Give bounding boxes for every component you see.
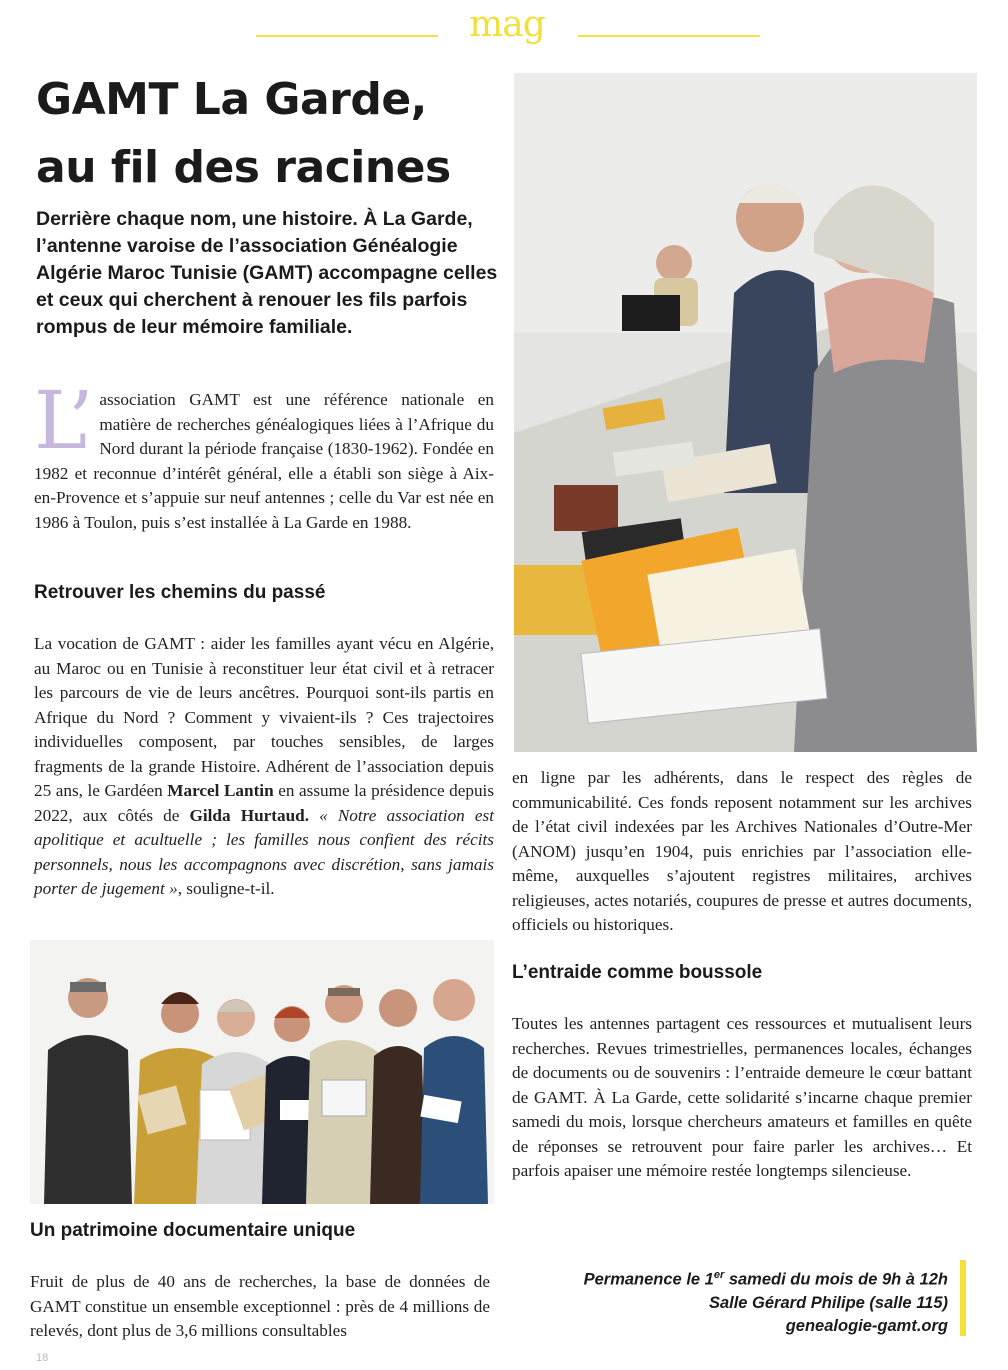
info-box	[520, 1264, 948, 1338]
archive-photo-illustration	[514, 73, 977, 752]
president-name: Marcel Lantin	[167, 781, 274, 800]
info-line-1-pre: Permanence le 1	[583, 1270, 714, 1289]
info-line-2: Salle Gérard Philipe (salle 115)	[708, 1293, 948, 1312]
group-photo-illustration	[30, 940, 494, 1204]
vice-name: Gilda Hurtaud.	[189, 805, 309, 825]
lead-paragraph: Derrière chaque nom, une histoire. À La Garde, l’antenne varoise de l’association Généalogie Algérie Maroc Tunisie (GAMT) accompagne celles et ceux qui cherchent à renouer les fils parfois rompus de leur mémoire familiale.	[36, 208, 498, 338]
title-line-1: GAMT La Garde,	[36, 74, 427, 125]
archive-photo	[514, 73, 977, 752]
group-photo	[30, 940, 494, 1204]
header-rule-right	[578, 35, 760, 37]
info-accent-bar	[960, 1260, 966, 1336]
column2-paragraph: en ligne par les adhérents, dans le respect des règles de communicabilité. Ces fonds reposent notamment sur les archives de l’état civil indexées par les Archives Nationales d’Outre-Mer (ANOM) jusqu’en 1904, puis enrichies par l’association elle-même, auxquelles s’ajoutent registres militaires, archives religieuses, actes notariés, coupures de presse et autres documents, officiels ou historiques.	[512, 768, 972, 934]
article-title	[36, 66, 516, 202]
info-line-1-post: samedi du mois de 9h à 12h	[724, 1270, 948, 1289]
section1-text-1: La vocation de GAMT : aider les familles ayant vécu en Algérie, au Maroc ou en Tunisie à reconstituer leur état civil et à retracer les parcours de vie de leurs ancêtres. Pourquoi sont-ils partis en Afrique du Nord ? Comment y vivaient-ils ? Ces trajectoires individuelles composent, par touches sensibles, de larges fragments de la grande Histoire. Adhérent de l’association depuis 25 ans, le Gardéen	[34, 634, 494, 800]
header-rule-left	[256, 35, 438, 37]
info-line-1	[520, 1264, 948, 1292]
section1-tail: , souligne-t-il.	[177, 879, 275, 898]
title-line-2: au fil des racines	[36, 142, 451, 193]
president-quote: « Notre association est apolitique et acultuelle ; les familles nous confient des récits personnels, nous les accompagnons avec discrétion, sans jamais porter de jugement »	[34, 805, 494, 898]
section1-text-2: en assume la présidence depuis 2022, aux côtés de	[34, 781, 495, 825]
subheading-entraide: L’entraide comme boussole	[512, 962, 763, 983]
subheading-passe: Retrouver les chemins du passé	[34, 582, 326, 603]
info-superscript: er	[713, 1269, 725, 1281]
section-label: mag	[469, 4, 545, 45]
section2-paragraph: Fruit de plus de 40 ans de recherches, la base de données de GAMT constitue un ensemble exceptionnel : près de 4 millions de relevés, dont plus de 3,6 millions consultables	[30, 1272, 490, 1340]
info-website[interactable]: genealogie-gamt.org	[785, 1316, 948, 1335]
page-number: 18	[36, 1352, 49, 1364]
intro-text: association GAMT est une référence nationale en matière de recherches généalogiques liées à l’Afrique du Nord durant la période française (1830-1962). Fondée en 1982 et reconnue d’intérêt général, elle a établi son siège à Aix-en-Provence et s’appuie sur neuf antennes ; celle du Var est née en 1986 à Toulon, puis s’est installée à La Garde en 1988.	[34, 390, 494, 532]
section3-paragraph: Toutes les antennes partagent ces ressources et mutualisent leurs recherches. Revues trimestrielles, permanences locales, échanges de documents ou de souvenirs : l’entraide demeure le cœur battant de GAMT. À La Garde, cette solidarité s’incarne chaque premier samedi du mois, lorsque chercheurs amateurs et familles en quête de réponses se retrouvent pour faire parler les archives… Et parfois apaiser une mémoire restée longtemps silencieuse.	[512, 1014, 972, 1180]
drop-cap: L’	[34, 374, 94, 467]
section1-paragraph	[34, 632, 494, 902]
subheading-patrimoine: Un patrimoine documentaire unique	[30, 1220, 356, 1241]
intro-paragraph	[34, 374, 494, 535]
